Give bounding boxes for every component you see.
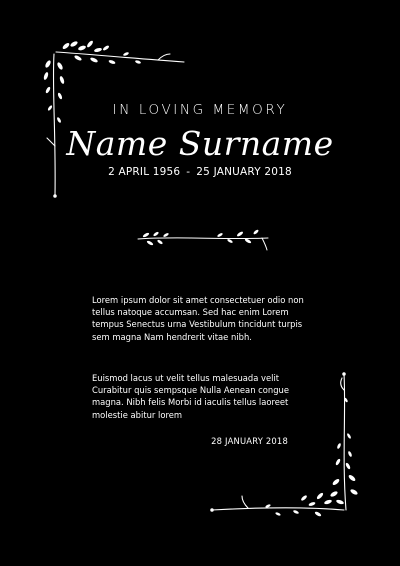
paragraph-1: Lorem ipsum dolor sit amet consectetuer odio non tellus natoque accumsan. Sed hac enim Lorem tempus Senectus urna Vestibulum tincidunt turpis sem magna Nam hendrerit vitae nibh. bbox=[92, 295, 304, 342]
signed-date: 28 JANUARY 2018 bbox=[211, 436, 288, 446]
paragraph-2: Euismod lacus ut velit tellus malesuada velit Curabitur quis sempsque Nulla Aenean congue magna. Nibh felis Morbi id iaculis tellus laoreet molestie abitur lorem bbox=[92, 373, 289, 420]
floral-divider-icon bbox=[136, 226, 270, 252]
life-dates bbox=[0, 166, 400, 178]
birth-date: 2 APRIL 1956 bbox=[108, 166, 181, 178]
death-date: 25 JANUARY 2018 bbox=[196, 166, 292, 178]
date-separator: - bbox=[186, 166, 191, 178]
floral-corner-bottom-right-icon bbox=[208, 370, 364, 520]
deceased-name: Name Surname bbox=[66, 124, 334, 163]
memorial-heading: IN LOVING MEMORY bbox=[112, 102, 288, 118]
